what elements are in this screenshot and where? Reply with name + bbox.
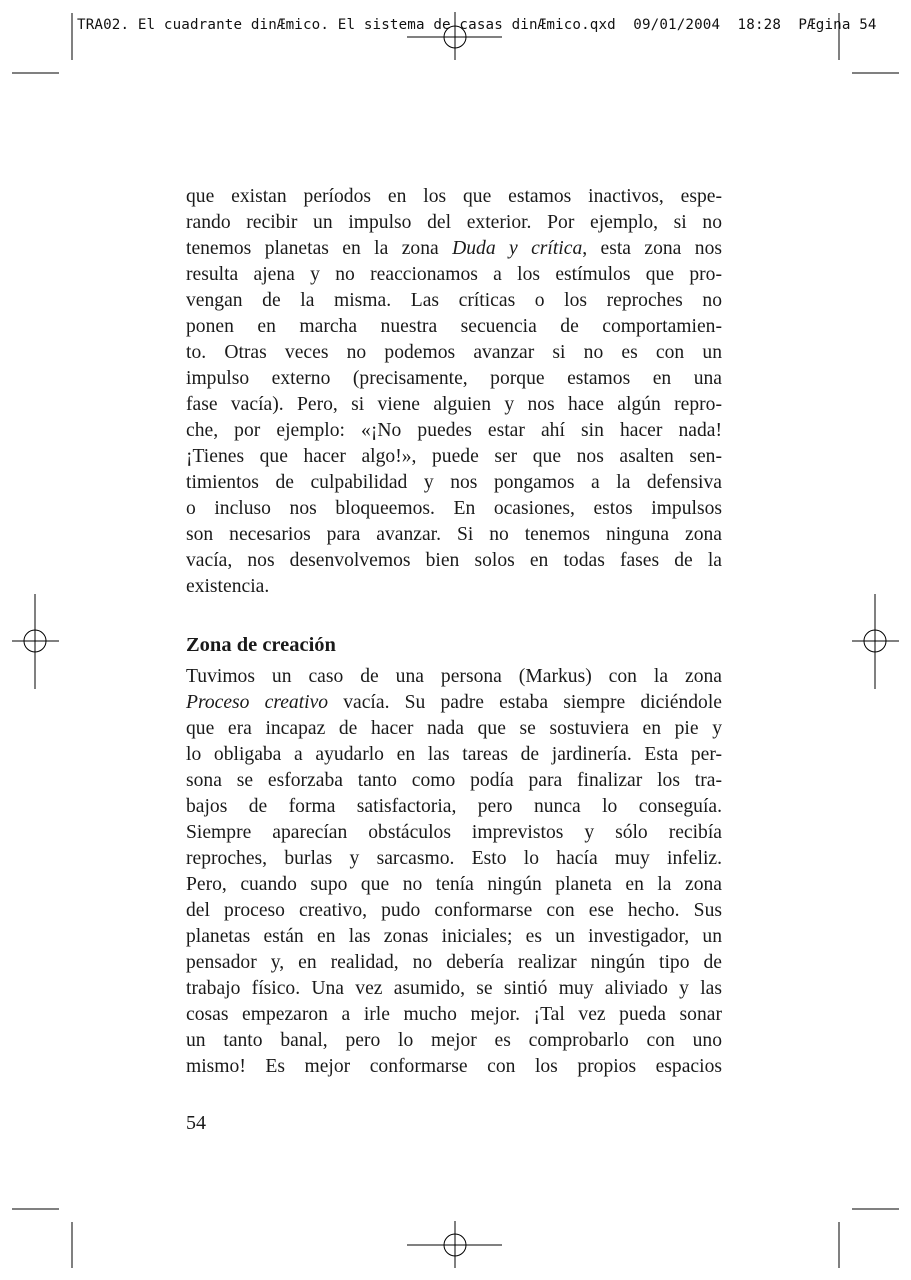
text-line: planetas están en las zonas iniciales; es un investigador, un — [186, 926, 722, 947]
text-line: resulta ajena y no reaccionamos a los estímulos que pro- — [186, 264, 722, 285]
text-line: to. Otras veces no podemos avanzar si no es con un — [186, 342, 722, 363]
section-heading: Zona de creación — [186, 634, 336, 656]
page-number: 54 — [186, 1112, 206, 1134]
text-line: del proceso creativo, pudo conformarse con ese hecho. Sus — [186, 900, 722, 921]
text-line: son necesarios para avanzar. Si no tenemos ninguna zona — [186, 524, 722, 545]
text-line: Siempre aparecían obstáculos imprevistos y sólo recibía — [186, 822, 722, 843]
print-slug: TRA02. El cuadrante dinÆmico. El sistema de casas dinÆmico.qxd 09/01/2004 18:28 PÆgina 54 — [77, 17, 877, 33]
text-line: que existan períodos en los que estamos inactivos, espe- — [186, 186, 722, 207]
text-line: bajos de forma satisfactoria, pero nunca lo conseguía. — [186, 796, 722, 817]
text-line: tenemos planetas en la zona Duda y crítica, esta zona nos — [186, 238, 722, 259]
text-line: rando recibir un impulso del exterior. Por ejemplo, si no — [186, 212, 722, 233]
registration-mark-bottom — [407, 1221, 502, 1268]
text-line: fase vacía). Pero, si viene alguien y nos hace algún repro- — [186, 394, 722, 415]
text-line: que era incapaz de hacer nada que se sostuviera en pie y — [186, 718, 722, 739]
registration-mark-top — [407, 12, 502, 60]
text-line: existencia. — [186, 576, 270, 597]
text-line: sona se esforzaba tanto como podía para finalizar los tra- — [186, 770, 722, 791]
text-line: vacía, nos desenvolvemos bien solos en todas fases de la — [186, 550, 722, 571]
body-paragraph-1 — [186, 184, 722, 600]
text-line: trabajo físico. Una vez asumido, se sintió muy aliviado y las — [186, 978, 722, 999]
text-line: timientos de culpabilidad y nos pongamos a la defensiva — [186, 472, 722, 493]
text-line: impulso externo (precisamente, porque estamos en una — [186, 368, 722, 389]
text-line: mismo! Es mejor conformarse con los propios espacios — [186, 1056, 722, 1077]
text-line: Pero, cuando supo que no tenía ningún planeta en la zona — [186, 874, 722, 895]
text-line: lo obligaba a ayudarlo en las tareas de jardinería. Esta per- — [186, 744, 722, 765]
text-line: cosas empezaron a irle mucho mejor. ¡Tal vez pueda sonar — [186, 1004, 722, 1025]
registration-mark-right — [852, 594, 899, 689]
text-line: ¡Tienes que hacer algo!», puede ser que nos asalten sen- — [186, 446, 722, 467]
registration-mark-left — [12, 594, 59, 689]
text-line: vengan de la misma. Las críticas o los reproches no — [186, 290, 722, 311]
text-line: ponen en marcha nuestra secuencia de comportamien- — [186, 316, 722, 337]
text-line: Tuvimos un caso de una persona (Markus) con la zona — [186, 666, 722, 687]
body-paragraph-2 — [186, 664, 722, 1080]
text-line: o incluso nos bloqueemos. En ocasiones, estos impulsos — [186, 498, 722, 519]
text-line: un tanto banal, pero lo mejor es comprobarlo con uno — [186, 1030, 722, 1051]
text-line: reproches, burlas y sarcasmo. Esto lo hacía muy infeliz. — [186, 848, 722, 869]
text-line: Proceso creativo vacía. Su padre estaba siempre diciéndole — [186, 692, 722, 713]
text-line: che, por ejemplo: «¡No puedes estar ahí sin hacer nada! — [186, 420, 722, 441]
italic-term: Proceso creativo — [186, 692, 329, 713]
italic-term: Duda y crítica — [452, 238, 583, 259]
text-line: pensador y, en realidad, no debería realizar ningún tipo de — [186, 952, 722, 973]
